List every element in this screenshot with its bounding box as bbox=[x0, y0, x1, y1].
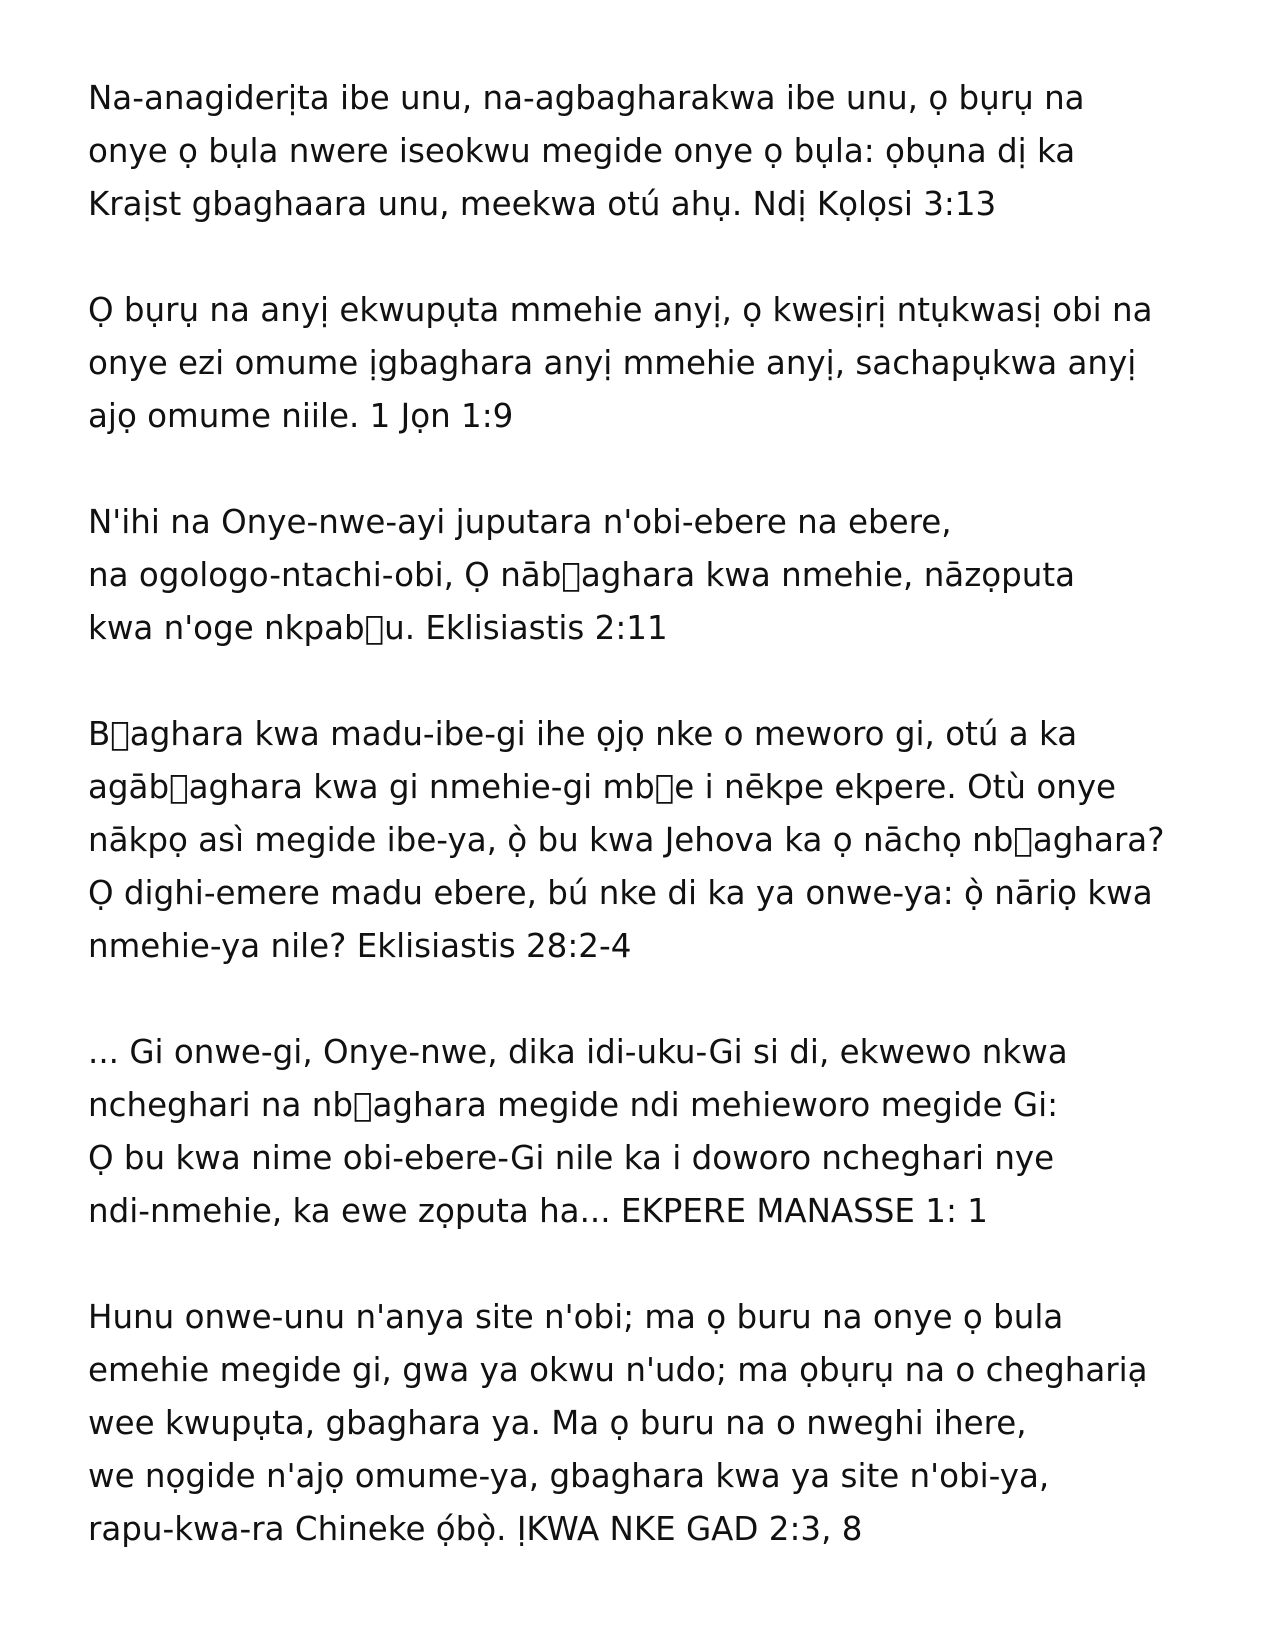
text-line: onye ọ bụla nwere iseokwu megide onye ọ bụla: ọbụna dị ka bbox=[88, 132, 1076, 170]
text-line: N'ihi na Onye-nwe-ayi juputara n'obi-ebere na ebere, bbox=[88, 503, 952, 541]
text-line: nmehie-ya nile? Eklisiastis 28:2-4 bbox=[88, 927, 632, 965]
verse-paragraph-colossians bbox=[88, 72, 1248, 231]
text-line: ncheghari na nb aghara megide ndi mehieworo megide Gi: bbox=[88, 1086, 1059, 1124]
verse-paragraph-1-john bbox=[88, 284, 1248, 443]
text-line: kwa n'oge nkpab u. Eklisiastis 2:11 bbox=[88, 609, 668, 647]
text-line: B aghara kwa madu-ibe-gi ihe ọjọ nke o meworo gi, otú a ka bbox=[88, 715, 1078, 753]
text-line: ajọ omume niile. 1 Jọn 1:9 bbox=[88, 397, 514, 435]
text-line: nākpọ asì megide ibe-ya, ọ̀ bu kwa Jehova ka ọ nāchọ nb aghara? bbox=[88, 821, 1165, 859]
text-line: onye ezi omume ịgbaghara anyị mmehie anyị, sachapụkwa anyị bbox=[88, 344, 1137, 382]
verse-paragraph-eklisiastis-2 bbox=[88, 496, 1248, 655]
text-line: agāb aghara kwa gi nmehie-gi mb e i nēkpe ekpere. Otù onye bbox=[88, 768, 1117, 806]
text-line: Ọ bu kwa nime obi-ebere-Gi nile ka i doworo ncheghari nye bbox=[88, 1139, 1055, 1177]
text-line: Hunu onwe-unu n'anya site n'obi; ma ọ buru na onye ọ bula bbox=[88, 1298, 1064, 1336]
text-line: ndi-nmehie, ka ewe zọputa ha... EKPERE MANASSE 1: 1 bbox=[88, 1192, 988, 1230]
text-line: wee kwupụta, gbaghara ya. Ma ọ buru na o nweghi ihere, bbox=[88, 1404, 1027, 1442]
text-line: Ọ bụrụ na anyị ekwupụta mmehie anyị, ọ kwesịrị ntụkwasị obi na bbox=[88, 291, 1153, 329]
text-line: Kraịst gbaghaara unu, meekwa otú ahụ. Ndị Kọlọsi 3:13 bbox=[88, 185, 997, 223]
verse-paragraph-gad bbox=[88, 1291, 1248, 1556]
document-page bbox=[88, 72, 1248, 1609]
verse-paragraph-manasse bbox=[88, 1026, 1248, 1238]
verse-paragraph-eklisiastis-28 bbox=[88, 708, 1248, 973]
text-line: we nọgide n'ajọ omume-ya, gbaghara kwa ya site n'obi-ya, bbox=[88, 1457, 1050, 1495]
text-line: rapu-kwa-ra Chineke ọ́bọ̀. ỊKWA NKE GAD 2:3, 8 bbox=[88, 1510, 863, 1548]
text-line: na ogologo-ntachi-obi, Ọ nāb aghara kwa nmehie, nāzọputa bbox=[88, 556, 1076, 594]
text-line: Ọ dighi-emere madu ebere, bú nke di ka ya onwe-ya: ọ̀ nāriọ kwa bbox=[88, 874, 1153, 912]
text-line: emehie megide gi, gwa ya okwu n'udo; ma ọbụrụ na o cheghariạ bbox=[88, 1351, 1148, 1389]
text-line: ... Gi onwe-gi, Onye-nwe, dika idi-uku-Gi si di, ekwewo nkwa bbox=[88, 1033, 1068, 1071]
text-line: Na-anagiderịta ibe unu, na-agbagharakwa ibe unu, ọ bụrụ na bbox=[88, 79, 1085, 117]
